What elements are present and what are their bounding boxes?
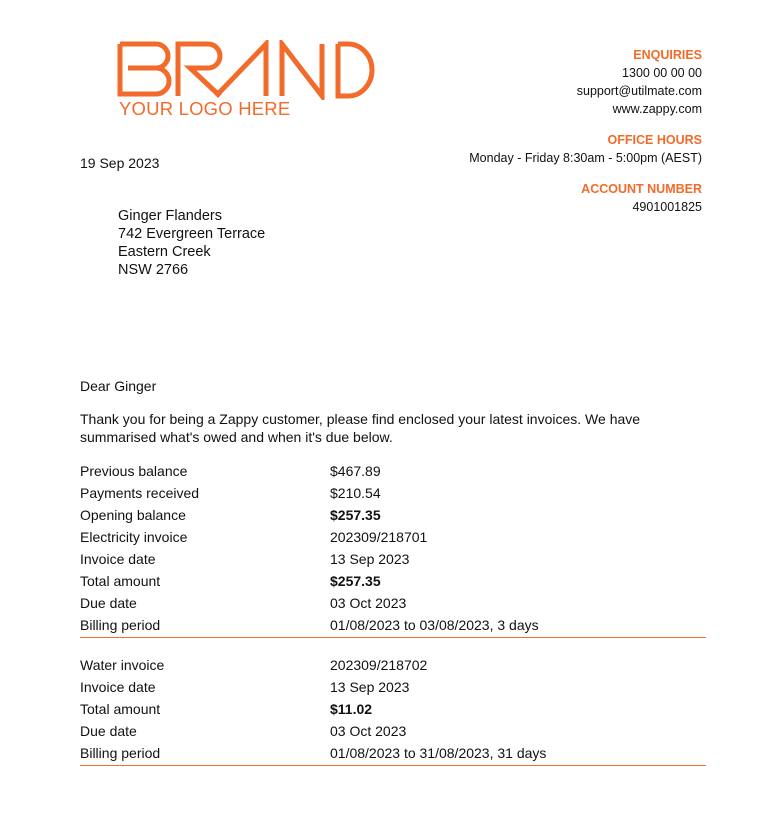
website: www.zappy.com — [612, 102, 702, 116]
row-label: Electricity invoice — [80, 529, 188, 545]
office-hours: Monday - Friday 8:30am - 5:00pm (AEST) — [469, 151, 702, 165]
recipient-state-postcode: NSW 2766 — [118, 262, 189, 278]
row-label: Total amount — [80, 573, 161, 589]
row-value: $210.54 — [330, 485, 381, 501]
summary-row — [80, 526, 706, 548]
summary-row — [80, 614, 706, 636]
phone-number: 1300 00 00 00 — [622, 66, 702, 80]
row-value: 03 Oct 2023 — [330, 595, 407, 611]
recipient-name: Ginger Flanders — [118, 208, 222, 224]
row-label: Invoice date — [80, 679, 156, 695]
row-label: Opening balance — [80, 507, 186, 523]
row-label: Billing period — [80, 617, 161, 633]
row-label: Water invoice — [80, 657, 165, 673]
row-value: 202309/218702 — [330, 657, 428, 673]
enquiries-heading: ENQUIRIES — [633, 48, 702, 62]
account-number: 4901001825 — [632, 200, 702, 214]
row-value: $257.35 — [330, 507, 381, 523]
invoice-summary — [80, 460, 706, 766]
intro-paragraph: Thank you for being a Zappy customer, please find enclosed your latest invoices. We have summarised what's owed and when it's due below. — [80, 411, 641, 445]
account-block — [469, 180, 702, 216]
enquiries-block — [469, 46, 702, 118]
summary-row — [80, 548, 706, 570]
summary-row — [80, 570, 706, 592]
row-value: 03 Oct 2023 — [330, 723, 407, 739]
office-hours-heading: OFFICE HOURS — [607, 133, 702, 147]
brand-logo-wordmark — [116, 40, 376, 100]
row-label: Total amount — [80, 701, 161, 717]
summary-row — [80, 592, 706, 614]
summary-row — [80, 742, 706, 764]
row-label: Payments received — [80, 485, 200, 501]
summary-row — [80, 504, 706, 526]
recipient-address — [118, 207, 265, 279]
recipient-suburb: Eastern Creek — [118, 244, 211, 260]
electricity-section — [80, 460, 706, 638]
row-value: $257.35 — [330, 573, 381, 589]
greeting: Dear Ginger — [80, 378, 157, 394]
summary-row — [80, 482, 706, 504]
row-value: 01/08/2023 to 31/08/2023, 31 days — [330, 745, 547, 761]
row-value: $11.02 — [330, 701, 373, 717]
support-email: support@utilmate.com — [576, 84, 702, 98]
summary-row — [80, 460, 706, 482]
row-label: Previous balance — [80, 463, 188, 479]
brand-tagline: YOUR LOGO HERE — [119, 98, 291, 119]
row-label: Billing period — [80, 745, 161, 761]
office-hours-block — [469, 131, 702, 167]
row-value: $467.89 — [330, 463, 381, 479]
row-value: 01/08/2023 to 03/08/2023, 3 days — [330, 617, 539, 633]
summary-row — [80, 698, 706, 720]
summary-row — [80, 720, 706, 742]
row-label: Due date — [80, 595, 137, 611]
water-section — [80, 654, 706, 766]
summary-row — [80, 676, 706, 698]
letter-date: 19 Sep 2023 — [80, 155, 160, 171]
row-label: Due date — [80, 723, 137, 739]
row-label: Invoice date — [80, 551, 156, 567]
recipient-street: 742 Evergreen Terrace — [118, 226, 266, 242]
contact-info — [469, 46, 702, 229]
account-number-heading: ACCOUNT NUMBER — [581, 182, 702, 196]
summary-row — [80, 654, 706, 676]
row-value: 202309/218701 — [330, 529, 428, 545]
row-value: 13 Sep 2023 — [330, 551, 410, 567]
row-value: 13 Sep 2023 — [330, 679, 410, 695]
